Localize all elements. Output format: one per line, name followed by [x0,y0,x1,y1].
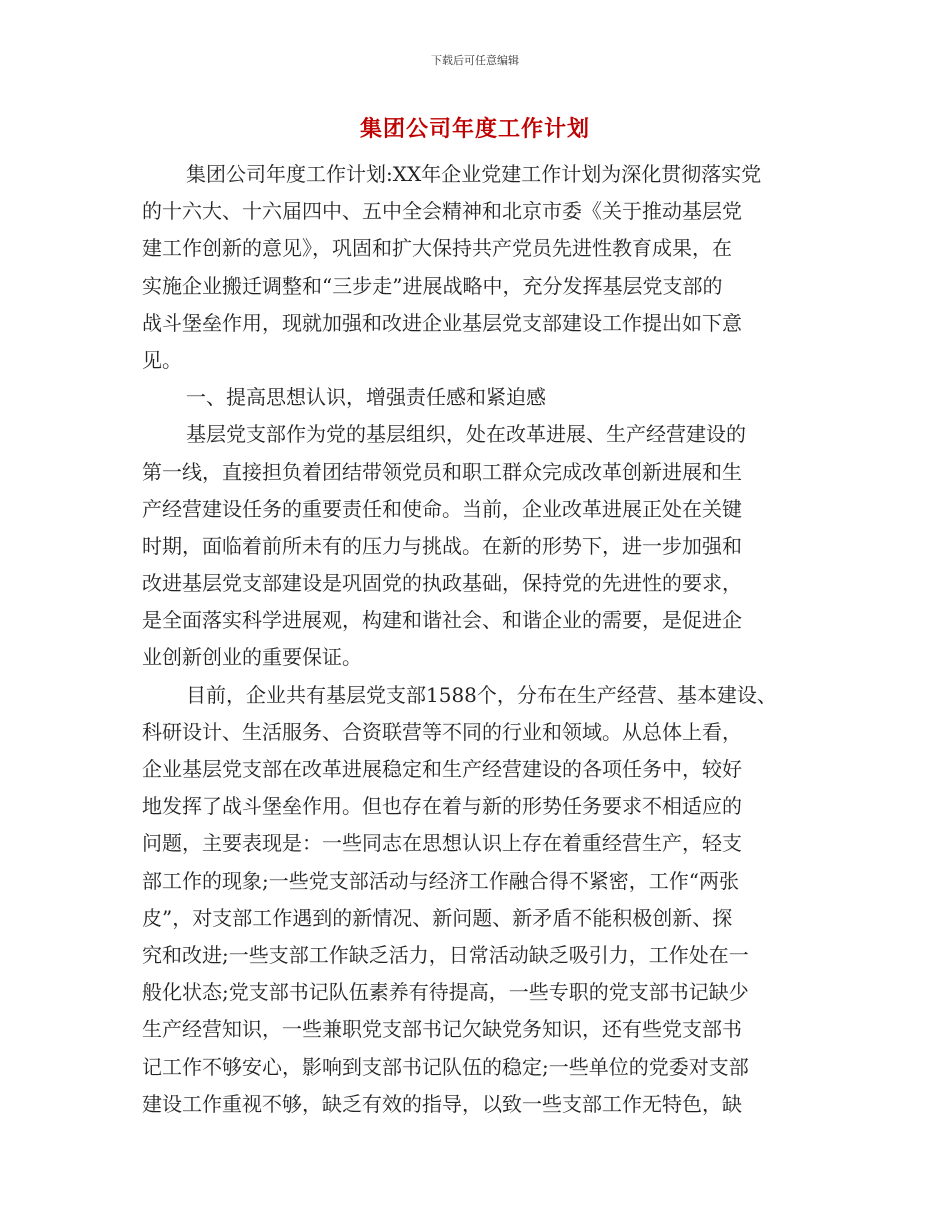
text-line: 企业基层党支部在改革进展稳定和生产经营建设的各项任务中，较好 [142,757,742,781]
text-line: 记工作不够安心，影响到支部书记队伍的稳定;一些单位的党委对支部 [142,1054,749,1079]
text-line: 建工作创新的意见》，巩固和扩大保持共产党员先进性教育成果，在 [142,236,732,261]
paragraph-current-status [142,677,814,1123]
text-line: 般化状态;党支部书记队伍素养有待提高，一些专职的党支部书记缺少 [142,980,749,1005]
paragraph-branch-role [142,416,814,676]
text-line: 业创新创业的重要保证。 [142,645,362,670]
text-line: 问题，主要表现是：一些同志在思想认识上存在着重经营生产，轻支 [142,831,742,856]
text-line: 产经营建设任务的重要责任和使命。当前，企业改革进展正处在关键 [142,496,742,521]
text-line: 科研设计、生活服务、合资联营等不同的行业和领域。从总体上看， [142,719,742,744]
text-line: 集团公司年度工作计划:XX年企业党建工作计划为深化贯彻落实党 [186,162,762,186]
paragraph-intro [142,156,814,379]
text-line: 的十六大、十六届四中、五中全会精神和北京市委《关于推动基层党 [142,199,742,224]
text-line: 改进基层党支部建设是巩固党的执政基础，保持党的先进性的要求， [142,571,742,596]
header-note: 下载后可任意编辑 [431,54,519,67]
section-heading-text: 一、提高思想认识，增强责任感和紧迫感 [186,385,546,410]
text-line: 见。 [142,347,182,372]
text-line: 是全面落实科学进展观，构建和谐社会、和谐企业的需要，是促进企 [142,608,742,633]
text-line: 地发挥了战斗堡垒作用。但也存在着与新的形势任务要求不相适应的 [142,794,742,819]
text-line: 第一线，直接担负着团结带领党员和职工群众完成改革创新进展和生 [142,459,742,484]
text-line: 实施企业搬迁调整和“三步走”进展战略中，充分发挥基层党支部的 [142,273,723,298]
text-line: 部工作的现象;一些党支部活动与经济工作融合得不紧密，工作“两张 [142,868,739,893]
section-heading [142,379,814,416]
document-body [142,156,814,1123]
text-line: 目前，企业共有基层党支部1588个，分布在生产经营、基本建设、 [186,682,777,707]
text-line: 建设工作重视不够，缺乏有效的指导，以致一些支部工作无特色，缺 [142,1091,742,1116]
text-line: 皮”，对支部工作遇到的新情况、新问题、新矛盾不能积极创新、探 [142,905,733,930]
text-line: 生产经营知识，一些兼职党支部书记欠缺党务知识，还有些党支部书 [142,1017,742,1042]
text-line: 战斗堡垒作用，现就加强和改进企业基层党支部建设工作提出如下意 [142,310,742,335]
document-title: 集团公司年度工作计划 [359,116,590,142]
text-line: 时期，面临着前所未有的压力与挑战。在新的形势下，进一步加强和 [142,533,742,558]
text-line: 基层党支部作为党的基层组织，处在改革进展、生产经营建设的 [186,422,746,447]
text-line: 究和改进;一些支部工作缺乏活力，日常活动缺乏吸引力，工作处在一 [142,942,749,967]
